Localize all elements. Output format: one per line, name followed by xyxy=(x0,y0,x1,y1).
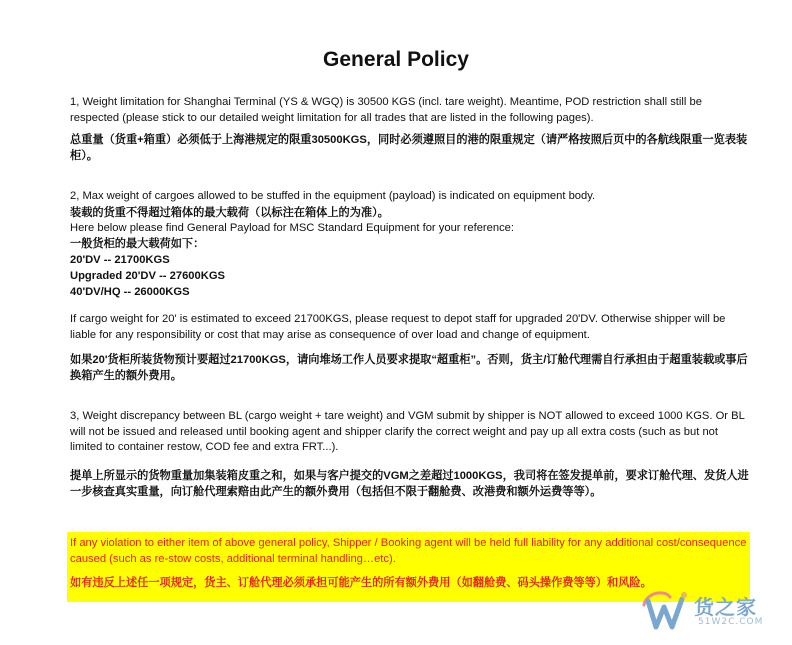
watermark-logo-icon xyxy=(636,587,692,637)
policy-item-3-zh: 提单上所显示的货物重量加集装箱皮重之和，如果与客户提交的VGM之差超过1000KGS，我司将在签发提单前，要求订舱代理、发货人进一步核查真实重量，向订舱代理索赔由此产生的额外费用（包括但不限于翻舱费、改港费和额外运费等等）。 xyxy=(70,469,749,498)
overweight-note xyxy=(70,312,750,384)
policy-item-1-en: 1, Weight limitation for Shanghai Terminal (YS & WGQ) is 30500 KGS (incl. tare weight). Meantime, POD restriction shall still be respected (please stick to our detailed weight limitation for all trades that are listed in the following pages). xyxy=(70,96,702,124)
payload-intro-zh: 一般货柜的最大载荷如下： xyxy=(70,238,205,250)
policy-item-1 xyxy=(70,95,750,164)
policy-item-3-en: 3, Weight discrepancy between BL (cargo weight + tare weight) and VGM submit by shipper is NOT allowed to exceed 1000 KGS. Or BL will not be issued and released until booking agent and shipper clarify the correct weight and pay up all extra costs (such as but not limited to container restow, COD fee and extra FRT...). xyxy=(70,410,745,453)
site-watermark xyxy=(636,587,786,639)
watermark-text: 货之家 xyxy=(694,595,757,619)
payload-intro-en: Here below please find General Payload for MSC Standard Equipment for your reference: xyxy=(70,221,515,234)
watermark-url: 51W2C.COM xyxy=(698,617,764,627)
notice-zh: 如有违反上述任一项规定，货主、订舱代理必须承担可能产生的所有额外费用（如翻舱费、码头操作费等等）和风险。 xyxy=(70,577,652,589)
notice-en: If any violation to either item of above general policy, Shipper / Booking agent will be held full liability for any additional cost/consequence caused (such as re-stow costs, additional terminal handling…etc). xyxy=(70,537,747,565)
payload-20dv: 20'DV -- 21700KGS xyxy=(70,254,170,266)
policy-item-2-en: 2, Max weight of cargoes allowed to be stuffed in the equipment (payload) is indicated on equipment body. xyxy=(70,190,596,202)
page-title: General Policy xyxy=(323,48,469,71)
policy-item-3 xyxy=(70,409,750,500)
policy-item-1-zh: 总重量（货重+箱重）必须低于上海港规定的限重30500KGS，同时必须遵照目的港的限重规定（请严格按照后页中的各航线限重一览表装柜）。 xyxy=(70,134,748,162)
payload-upgraded-20dv: Upgraded 20'DV -- 27600KGS xyxy=(70,270,225,282)
overweight-note-zh: 如果20'货柜所装货物预计要超过21700KGS，请向堆场工作人员要求提取“超重柜”。否则，货主/订舱代理需自行承担由于超重装载或事后换箱产生的额外费用。 xyxy=(70,354,748,382)
payload-40dv-hq: 40'DV/HQ -- 26000KGS xyxy=(70,286,190,298)
policy-item-2 xyxy=(70,189,750,300)
overweight-note-en: If cargo weight for 20' is estimated to exceed 21700KGS, please request to depot staff for upgraded 20'DV. Otherwise shipper will be liable for any responsibility or cost that may arise as consequence of over load and change of equipment. xyxy=(70,313,726,341)
policy-item-2-zh: 装载的货重不得超过箱体的最大载荷（以标注在箱体上的为准）。 xyxy=(70,206,389,219)
